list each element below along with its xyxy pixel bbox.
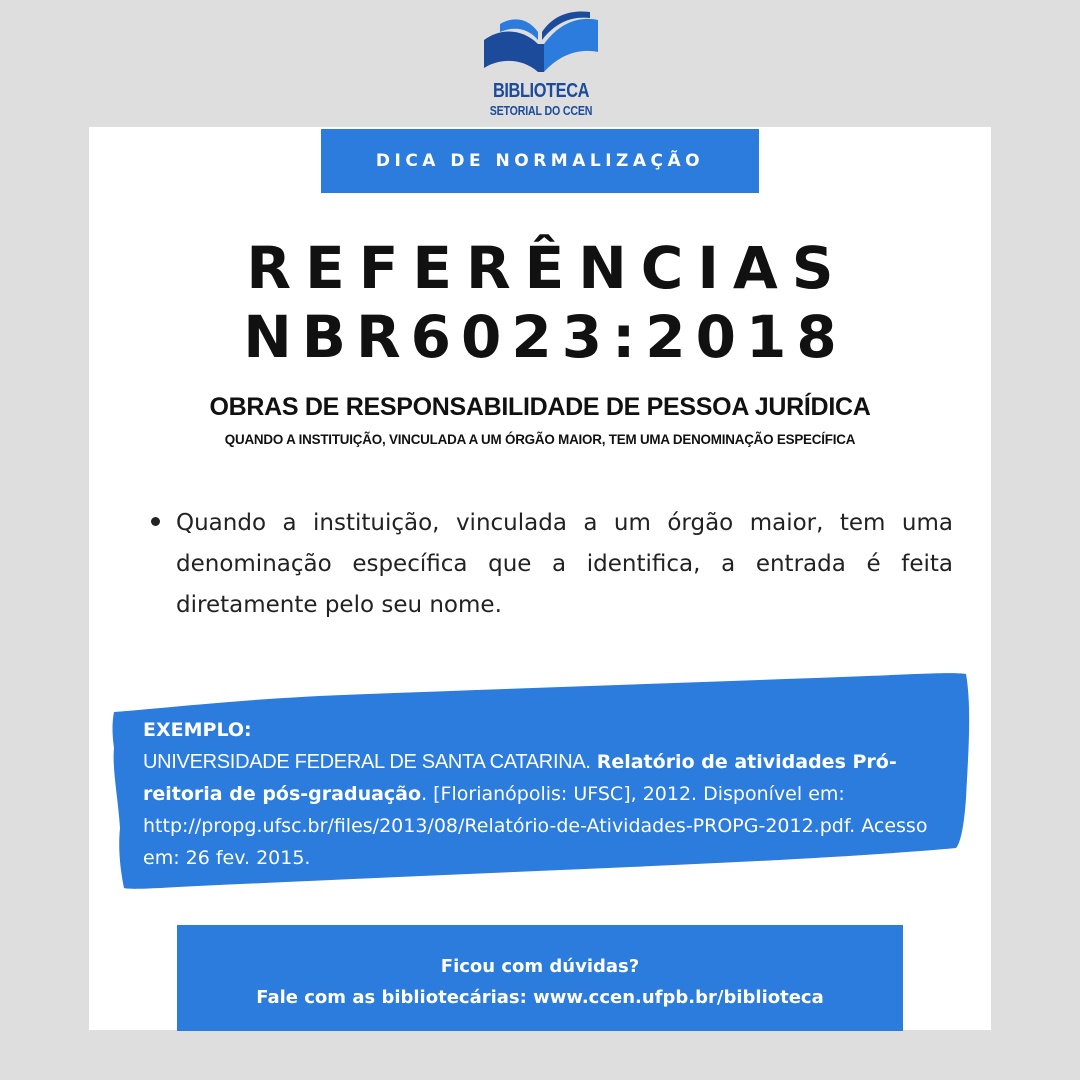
bullet-item — [148, 503, 953, 626]
example-title: Relatório de atividades Pró-reitoria de pós-graduação — [143, 751, 897, 805]
contact-banner — [177, 925, 903, 1031]
example-institution: UNIVERSIDADE FEDERAL DE SANTA CATARINA. — [143, 751, 591, 773]
logo-title: BIBLIOTECA — [492, 80, 590, 102]
logo-subtitle: SETORIAL DO CCEN — [489, 104, 593, 118]
open-book-icon — [480, 10, 602, 78]
tip-label-banner: DICA DE NORMALIZAÇÃO — [321, 129, 759, 193]
example-access: Acesso em: 26 fev. 2015. — [143, 815, 928, 869]
example-publication: . [Florianópolis: UFSC], 2012. Disponível em: — [421, 783, 845, 805]
example-label: EXEMPLO: — [143, 719, 252, 741]
section-subsubtitle: QUANDO A INSTITUIÇÃO, VINCULADA A UM ÓRGÃO MAIOR, TEM UMA DENOMINAÇÃO ESPECÍFICA — [224, 432, 856, 447]
example-url: http://propg.ufsc.br/files/2013/08/Relatório-de-Atividades-PROPG-2012.pdf. — [143, 815, 856, 837]
contact-question: Ficou com dúvidas? — [440, 956, 640, 977]
example-block — [143, 714, 943, 874]
main-title-line2: NBR6023:2018 — [243, 303, 847, 371]
contact-info: Fale com as bibliotecárias: www.ccen.ufpb.br/biblioteca — [256, 987, 824, 1008]
library-logo — [474, 10, 608, 122]
section-subtitle: OBRAS DE RESPONSABILIDADE DE PESSOA JURÍDICA — [209, 393, 871, 421]
bullet-text: Quando a instituição, vinculada a um órgão maior, tem uma denominação específica que a identifica, a entrada é feita diretamente pelo seu nome. — [176, 510, 953, 618]
example-reference — [143, 746, 943, 874]
bullet-dot-icon — [151, 517, 160, 526]
main-title-line1: REFERÊNCIAS — [246, 234, 848, 302]
